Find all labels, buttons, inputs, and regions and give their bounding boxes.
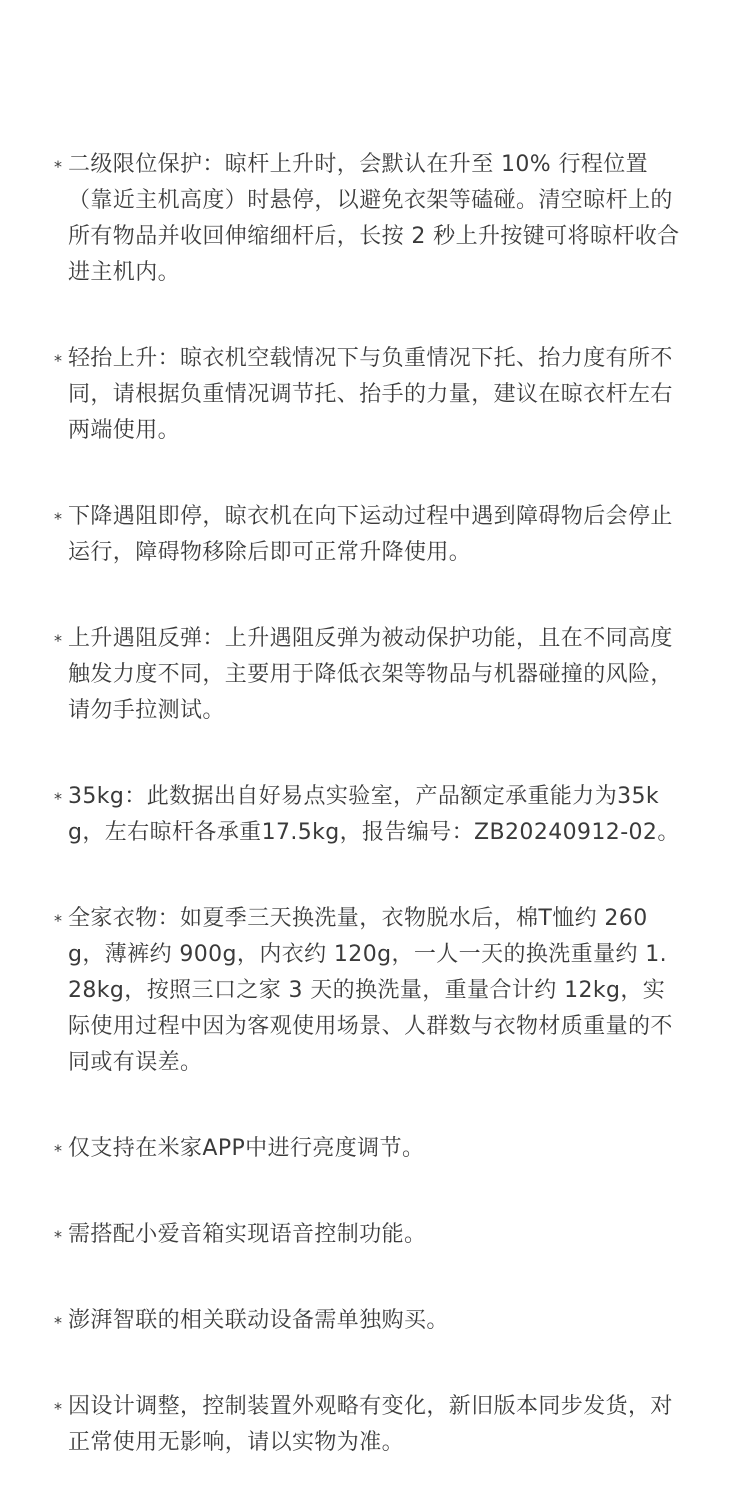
asterisk-marker: * <box>54 509 63 528</box>
note-text: 下降遇阻即停，晾衣机在向下运动过程中遇到障碍物后会停止运行，障碍物移除后即可正常升降使用。 <box>68 504 673 565</box>
notes-list <box>0 147 750 1511</box>
asterisk-marker: * <box>54 631 63 650</box>
note-item-5 <box>0 779 750 851</box>
note-text: 因设计调整，控制装置外观略有变化，新旧版本同步发货，对正常使用无影响，请以实物为准。 <box>68 1394 673 1455</box>
note-item-6 <box>0 901 750 1081</box>
note-item-10 <box>0 1389 750 1461</box>
note-text: 澎湃智联的相关联动设备需单独购买。 <box>68 1308 449 1333</box>
note-item-9 <box>0 1303 750 1339</box>
note-text: 上升遇阻反弹：上升遇阻反弹为被动保护功能，且在不同高度触发力度不同，主要用于降低衣架等物品与机器碰撞的风险，请勿手拉测试。 <box>68 626 673 723</box>
note-item-8 <box>0 1217 750 1253</box>
asterisk-marker: * <box>54 1141 63 1160</box>
asterisk-marker: * <box>54 1227 63 1246</box>
asterisk-marker: * <box>54 1399 63 1418</box>
note-item-3 <box>0 499 750 571</box>
asterisk-marker: * <box>54 157 63 176</box>
note-text: 35kg：此数据出自好易点实验室，产品额定承重能力为35kg，左右晾杆各承重17.5kg，报告编号：ZB20240912-02。 <box>68 784 680 845</box>
note-text: 仅支持在米家APP中进行亮度调节。 <box>68 1136 425 1161</box>
asterisk-marker: * <box>54 911 63 930</box>
note-text: 二级限位保护：晾杆上升时，会默认在升至 10% 行程位置（靠近主机高度）时悬停，以避免衣架等磕碰。清空晾杆上的所有物品并收回伸缩细杆后，长按 2 秒上升按键可将晾杆收合进主机内。 <box>68 152 680 285</box>
note-item-1 <box>0 147 750 291</box>
asterisk-marker: * <box>54 1313 63 1332</box>
note-text: 全家衣物：如夏季三天换洗量，衣物脱水后，棉T恤约 260g，薄裤约 900g，内衣约 120g，一人一天的换洗重量约 1.28kg，按照三口之家 3 天的换洗量，重量合计约 12kg，实际使用过程中因为客观使用场景、人群数与衣物材质重量的不同或有误差。 <box>68 906 673 1075</box>
note-item-2 <box>0 341 750 449</box>
note-text: 需搭配小爱音箱实现语音控制功能。 <box>68 1222 427 1247</box>
asterisk-marker: * <box>54 351 63 370</box>
note-item-7 <box>0 1131 750 1167</box>
note-text: 轻抬上升：晾衣机空载情况下与负重情况下托、抬力度有所不同，请根据负重情况调节托、抬手的力量，建议在晾衣杆左右两端使用。 <box>68 346 673 443</box>
asterisk-marker: * <box>54 789 63 808</box>
note-item-4 <box>0 621 750 729</box>
